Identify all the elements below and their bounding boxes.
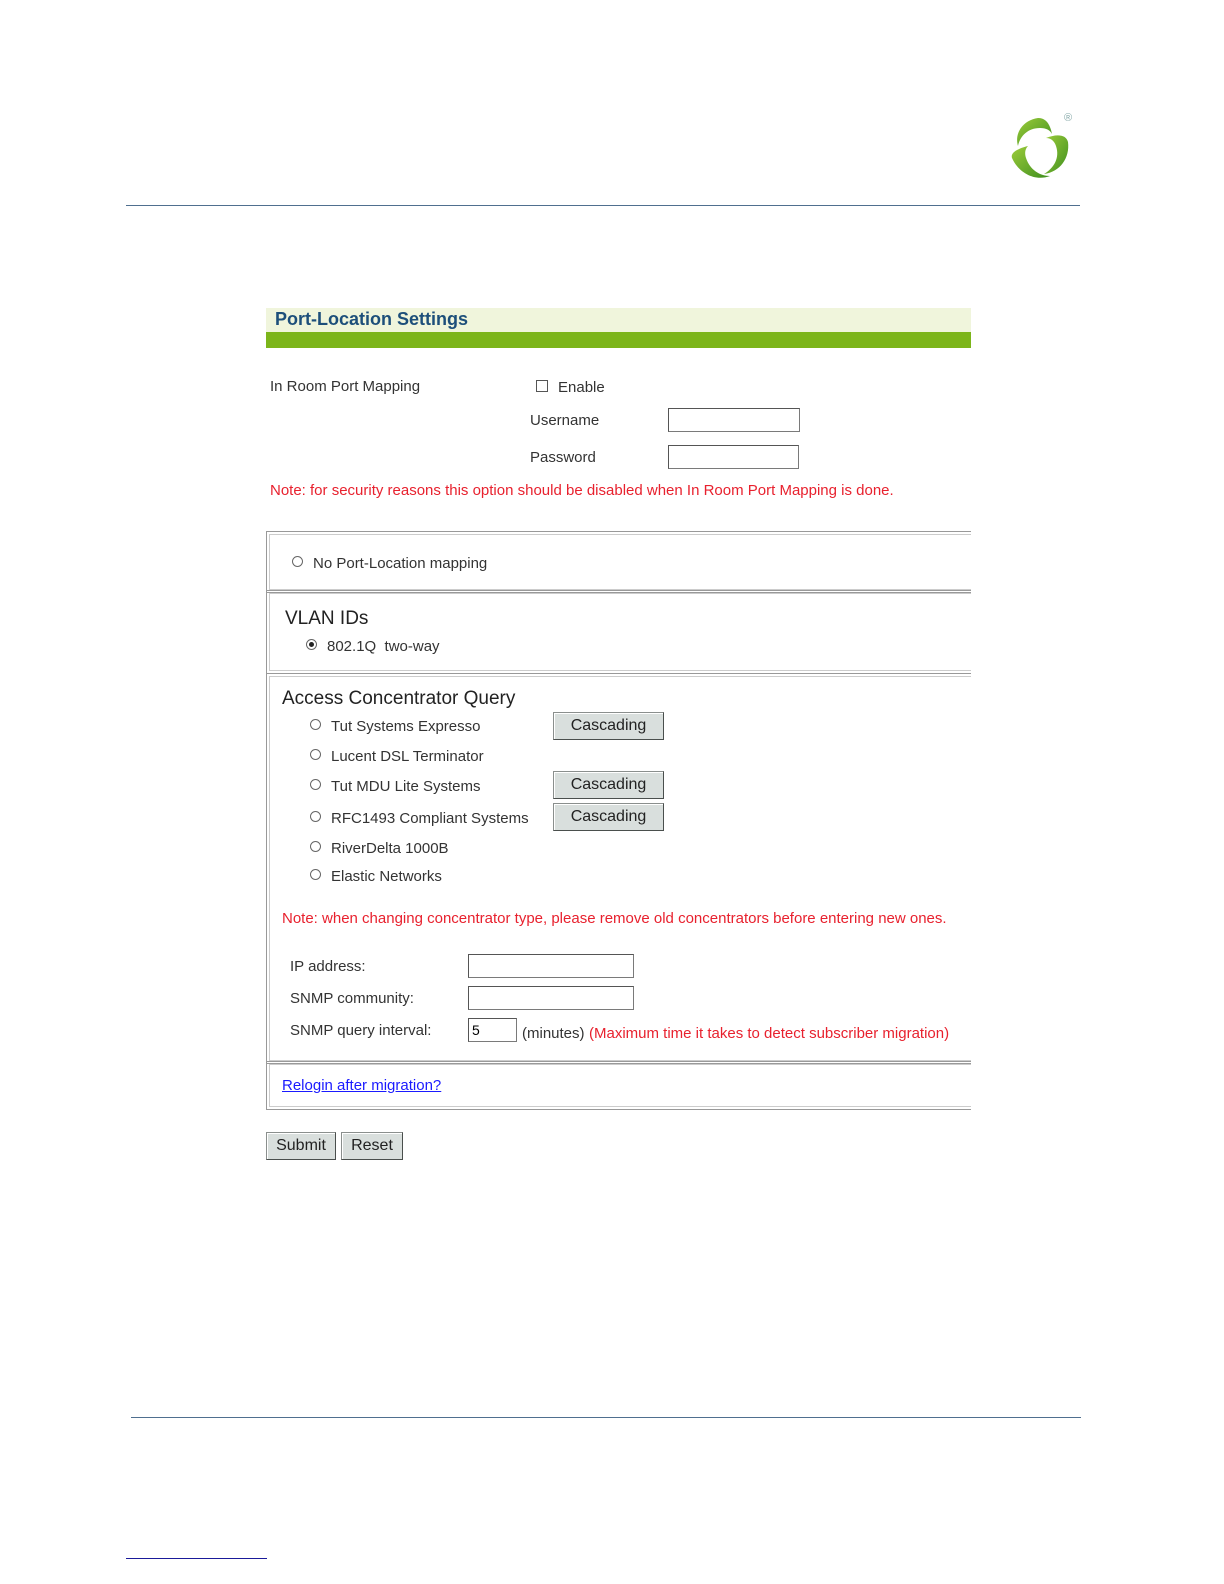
- interval-note: (Maximum time it takes to detect subscriber migration): [589, 1025, 950, 1042]
- username-label: Username: [530, 412, 600, 429]
- concentrator-radio-tut-expresso[interactable]: [310, 719, 321, 730]
- cascading-button-tut-mdu[interactable]: Cascading: [553, 771, 664, 799]
- concentrator-label-lucent: Lucent DSL Terminator: [331, 748, 484, 765]
- concentrator-note: Note: when changing concentrator type, please remove old concentrators before entering new ones.: [282, 910, 947, 927]
- panel-title: Port-Location Settings: [275, 309, 468, 329]
- vlan-box: [266, 590, 971, 674]
- concentrator-radio-lucent[interactable]: [310, 749, 321, 760]
- header-rule: [126, 205, 1080, 206]
- enable-label: Enable: [558, 379, 605, 396]
- footnote-rule: [126, 1558, 267, 1559]
- reset-button[interactable]: Reset: [341, 1132, 403, 1160]
- footer-rule: [131, 1417, 1081, 1418]
- vlan-8021q-radio[interactable]: [306, 639, 317, 650]
- no-mapping-radio[interactable]: [292, 556, 303, 567]
- enable-checkbox[interactable]: [536, 380, 548, 392]
- registered-mark: ®: [1064, 112, 1073, 124]
- concentrator-label-rfc1493: RFC1493 Compliant Systems: [331, 810, 529, 827]
- submit-button[interactable]: Submit: [266, 1132, 336, 1160]
- concentrator-label-tut-expresso: Tut Systems Expresso: [331, 718, 481, 735]
- in-room-note: Note: for security reasons this option should be disabled when In Room Port Mapping is done.: [270, 482, 894, 499]
- vlan-option-label: 802.1Q two-way: [327, 638, 440, 655]
- concentrator-title: Access Concentrator Query: [282, 688, 516, 709]
- relogin-link[interactable]: Relogin after migration?: [282, 1077, 442, 1094]
- brand-logo: [998, 112, 1082, 186]
- concentrator-radio-elastic[interactable]: [310, 869, 321, 880]
- ip-address-label: IP address:: [290, 958, 366, 975]
- concentrator-label-tut-mdu: Tut MDU Lite Systems: [331, 778, 481, 795]
- concentrator-label-elastic: Elastic Networks: [331, 868, 442, 885]
- snmp-interval-field[interactable]: [468, 1018, 517, 1042]
- concentrator-radio-riverdelta[interactable]: [310, 841, 321, 852]
- in-room-label: In Room Port Mapping: [270, 378, 421, 395]
- snmp-community-field[interactable]: [468, 986, 634, 1010]
- ip-address-field[interactable]: [468, 954, 634, 978]
- concentrator-radio-rfc1493[interactable]: [310, 811, 321, 822]
- snmp-community-label: SNMP community:: [290, 990, 414, 1007]
- no-mapping-label: No Port-Location mapping: [313, 555, 488, 572]
- password-label: Password: [530, 449, 596, 466]
- concentrator-label-riverdelta: RiverDelta 1000B: [331, 840, 449, 857]
- cascading-button-tut-expresso[interactable]: Cascading: [553, 712, 664, 740]
- password-field[interactable]: [668, 445, 799, 469]
- panel-header: [266, 308, 971, 332]
- panel-header-bar: [266, 332, 971, 348]
- username-field[interactable]: [668, 408, 800, 432]
- snmp-interval-label: SNMP query interval:: [290, 1022, 432, 1039]
- concentrator-radio-tut-mdu[interactable]: [310, 779, 321, 790]
- vlan-title: VLAN IDs: [285, 608, 369, 629]
- minutes-label: (minutes): [522, 1025, 585, 1042]
- cascading-button-rfc1493[interactable]: Cascading: [553, 803, 664, 831]
